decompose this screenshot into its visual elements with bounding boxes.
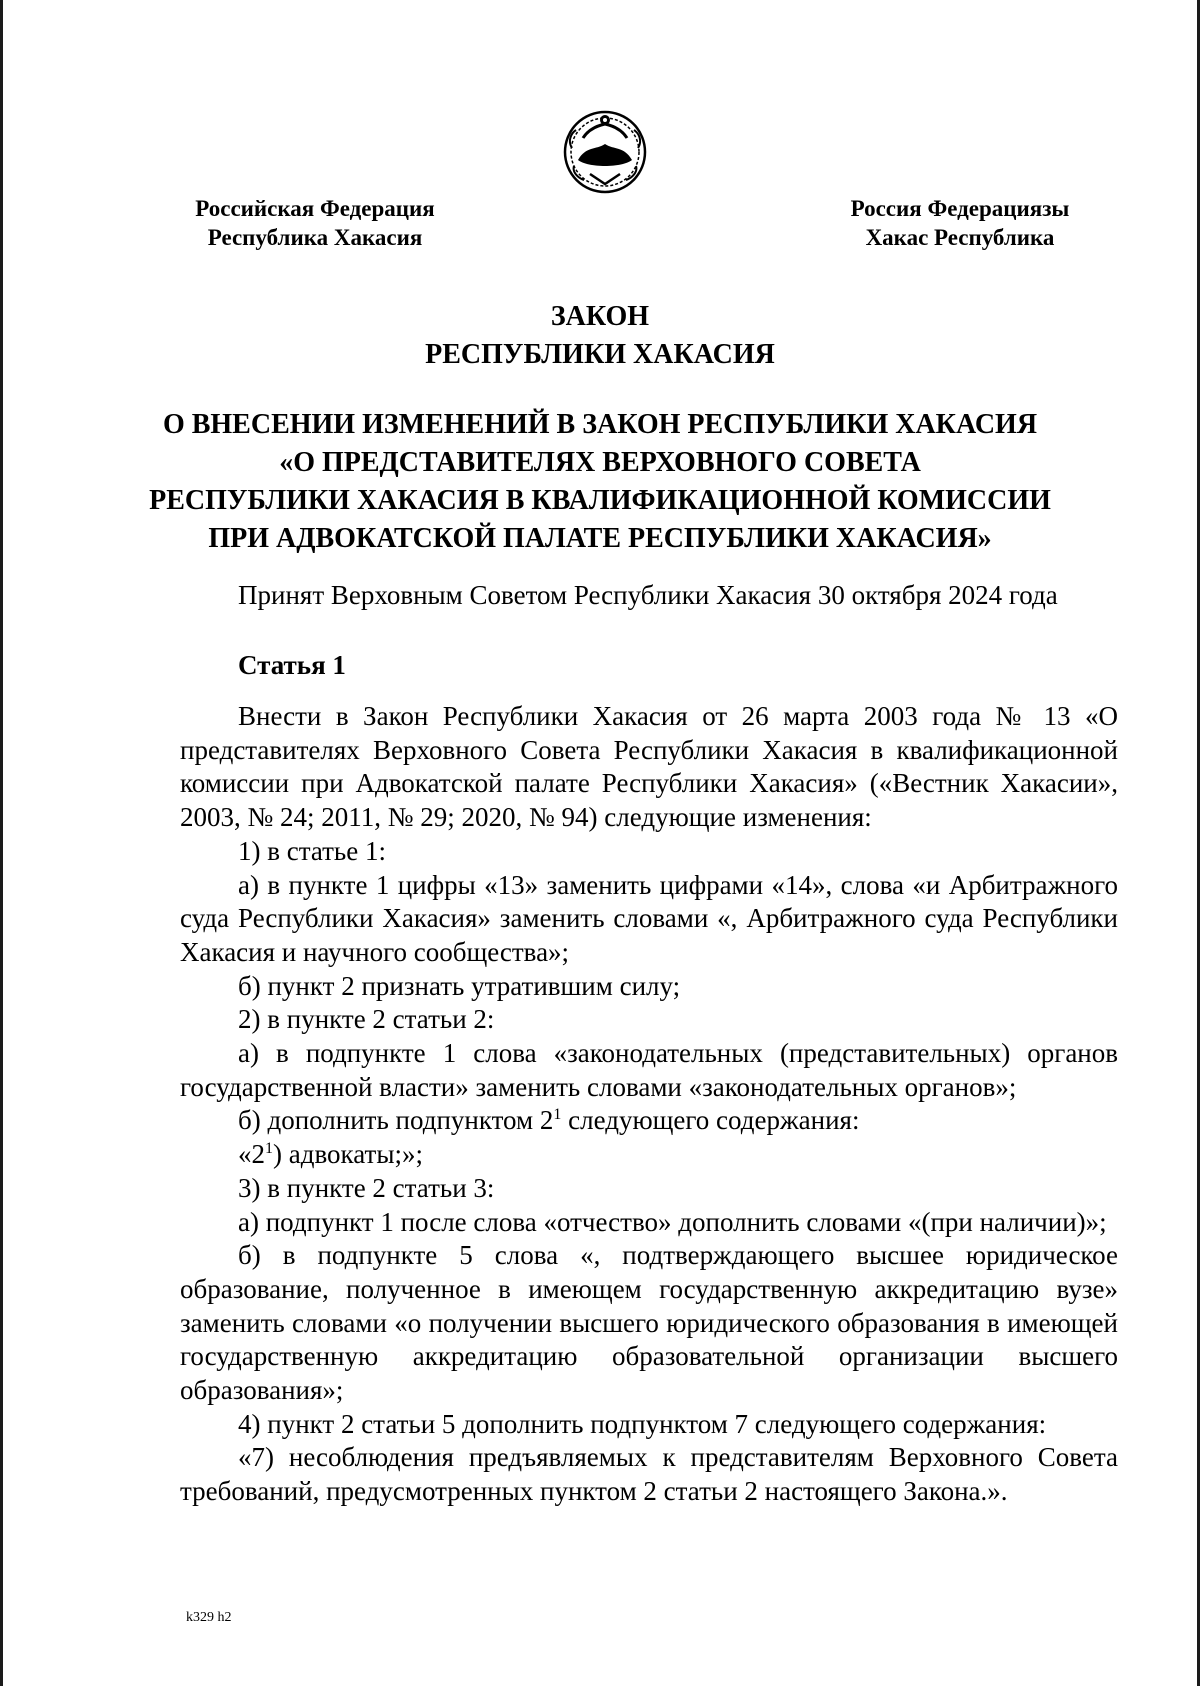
paragraph-intro: Внести в Закон Республики Хакасия от 26 марта 2003 года № 13 «О представителях Верховного Совета Республики Хакасия в квалификационной комиссии при Адвокатской палате Республики Хакасия» («Вестник Хакасии», 2003, № 24; 2011, № 29; 2020, № 94) следующие изменения:	[180, 701, 1118, 833]
khakassia-emblem-icon	[550, 108, 660, 196]
paragraph-item-3b: б) в подпункте 5 слова «, подтверждающего высшее юридическое образование, полученное в имеющем государственную аккредитацию вузе» заменить словами «о получении высшего юридического образования в имеющей государственную аккредитацию образовательной организации высшего образования»;	[180, 1240, 1118, 1406]
paragraph-item-4: 4) пункт 2 статьи 5 дополнить подпунктом 7 следующего содержания:	[238, 1408, 1047, 1439]
paragraph-item-2b	[180, 1104, 1118, 1138]
p8-before: «2	[238, 1139, 265, 1170]
header-left-line1: Российская Федерация	[195, 196, 435, 221]
article-body	[180, 700, 1118, 1509]
header-right-khakas	[835, 194, 1085, 252]
p7-superscript: 1	[553, 1106, 562, 1124]
paragraph-item-1a: а) в пункте 1 цифры «13» заменить цифрами «14», слова «и Арбитражного суда Республики Хакасия» заменить словами «, Арбитражного суда Республики Хакасия и научного сообщества»;	[180, 869, 1118, 967]
p7-after: следующего содержания:	[561, 1105, 860, 1136]
law-title	[100, 298, 1100, 374]
paragraph-item-3: 3) в пункте 2 статьи 3:	[238, 1172, 495, 1203]
law-subject-line3: РЕСПУБЛИКИ ХАКАСИЯ В КВАЛИФИКАЦИОННОЙ КОМИССИИ	[149, 485, 1051, 516]
header-left-russian	[170, 194, 460, 252]
p7-before: б) дополнить подпунктом 2	[238, 1105, 554, 1136]
law-title-line2: РЕСПУБЛИКИ ХАКАСИЯ	[425, 339, 775, 370]
paragraph-item-4-text: «7) несоблюдения предъявляемых к представителям Верховного Совета требований, предусмотренных пунктом 2 статьи 2 настоящего Закона.».	[180, 1442, 1118, 1507]
scan-edge-left	[0, 0, 3, 1686]
header-left-line2: Республика Хакасия	[207, 225, 423, 250]
paragraph-item-1b: б) пункт 2 признать утратившим силу;	[238, 970, 681, 1001]
document-code: k329 h2	[186, 1610, 232, 1625]
paragraph-item-2: 2) в пункте 2 статьи 2:	[238, 1004, 495, 1035]
law-subject-line4: ПРИ АДВОКАТСКОЙ ПАЛАТЕ РЕСПУБЛИКИ ХАКАСИЯ»	[208, 523, 992, 554]
adoption-line: Принят Верховным Советом Республики Хакасия 30 октября 2024 года	[238, 580, 1058, 610]
paragraph-item-2a: а) в подпункте 1 слова «законодательных (представительных) органов государственной власти» заменить словами «законодательных органов»;	[180, 1038, 1118, 1102]
law-subject-line2: «О ПРЕДСТАВИТЕЛЯХ ВЕРХОВНОГО СОВЕТА	[279, 447, 921, 478]
p8-after: ) адвокаты;»;	[273, 1139, 423, 1170]
header-right-line1: Россия Федерациязы	[850, 196, 1070, 221]
header-right-line2: Хакас Республика	[865, 225, 1055, 250]
paragraph-item-2b-text	[180, 1138, 1118, 1172]
p8-superscript: 1	[265, 1140, 273, 1158]
article-heading: Статья 1	[238, 650, 346, 680]
law-title-line1: ЗАКОН	[550, 301, 650, 332]
law-subject	[130, 406, 1070, 558]
paragraph-item-3a: а) подпункт 1 после слова «отчество» дополнить словами «(при наличии)»;	[238, 1206, 1107, 1237]
paragraph-item-1: 1) в статье 1:	[238, 835, 386, 866]
law-subject-line1: О ВНЕСЕНИИ ИЗМЕНЕНИЙ В ЗАКОН РЕСПУБЛИКИ ХАКАСИЯ	[162, 409, 1038, 440]
